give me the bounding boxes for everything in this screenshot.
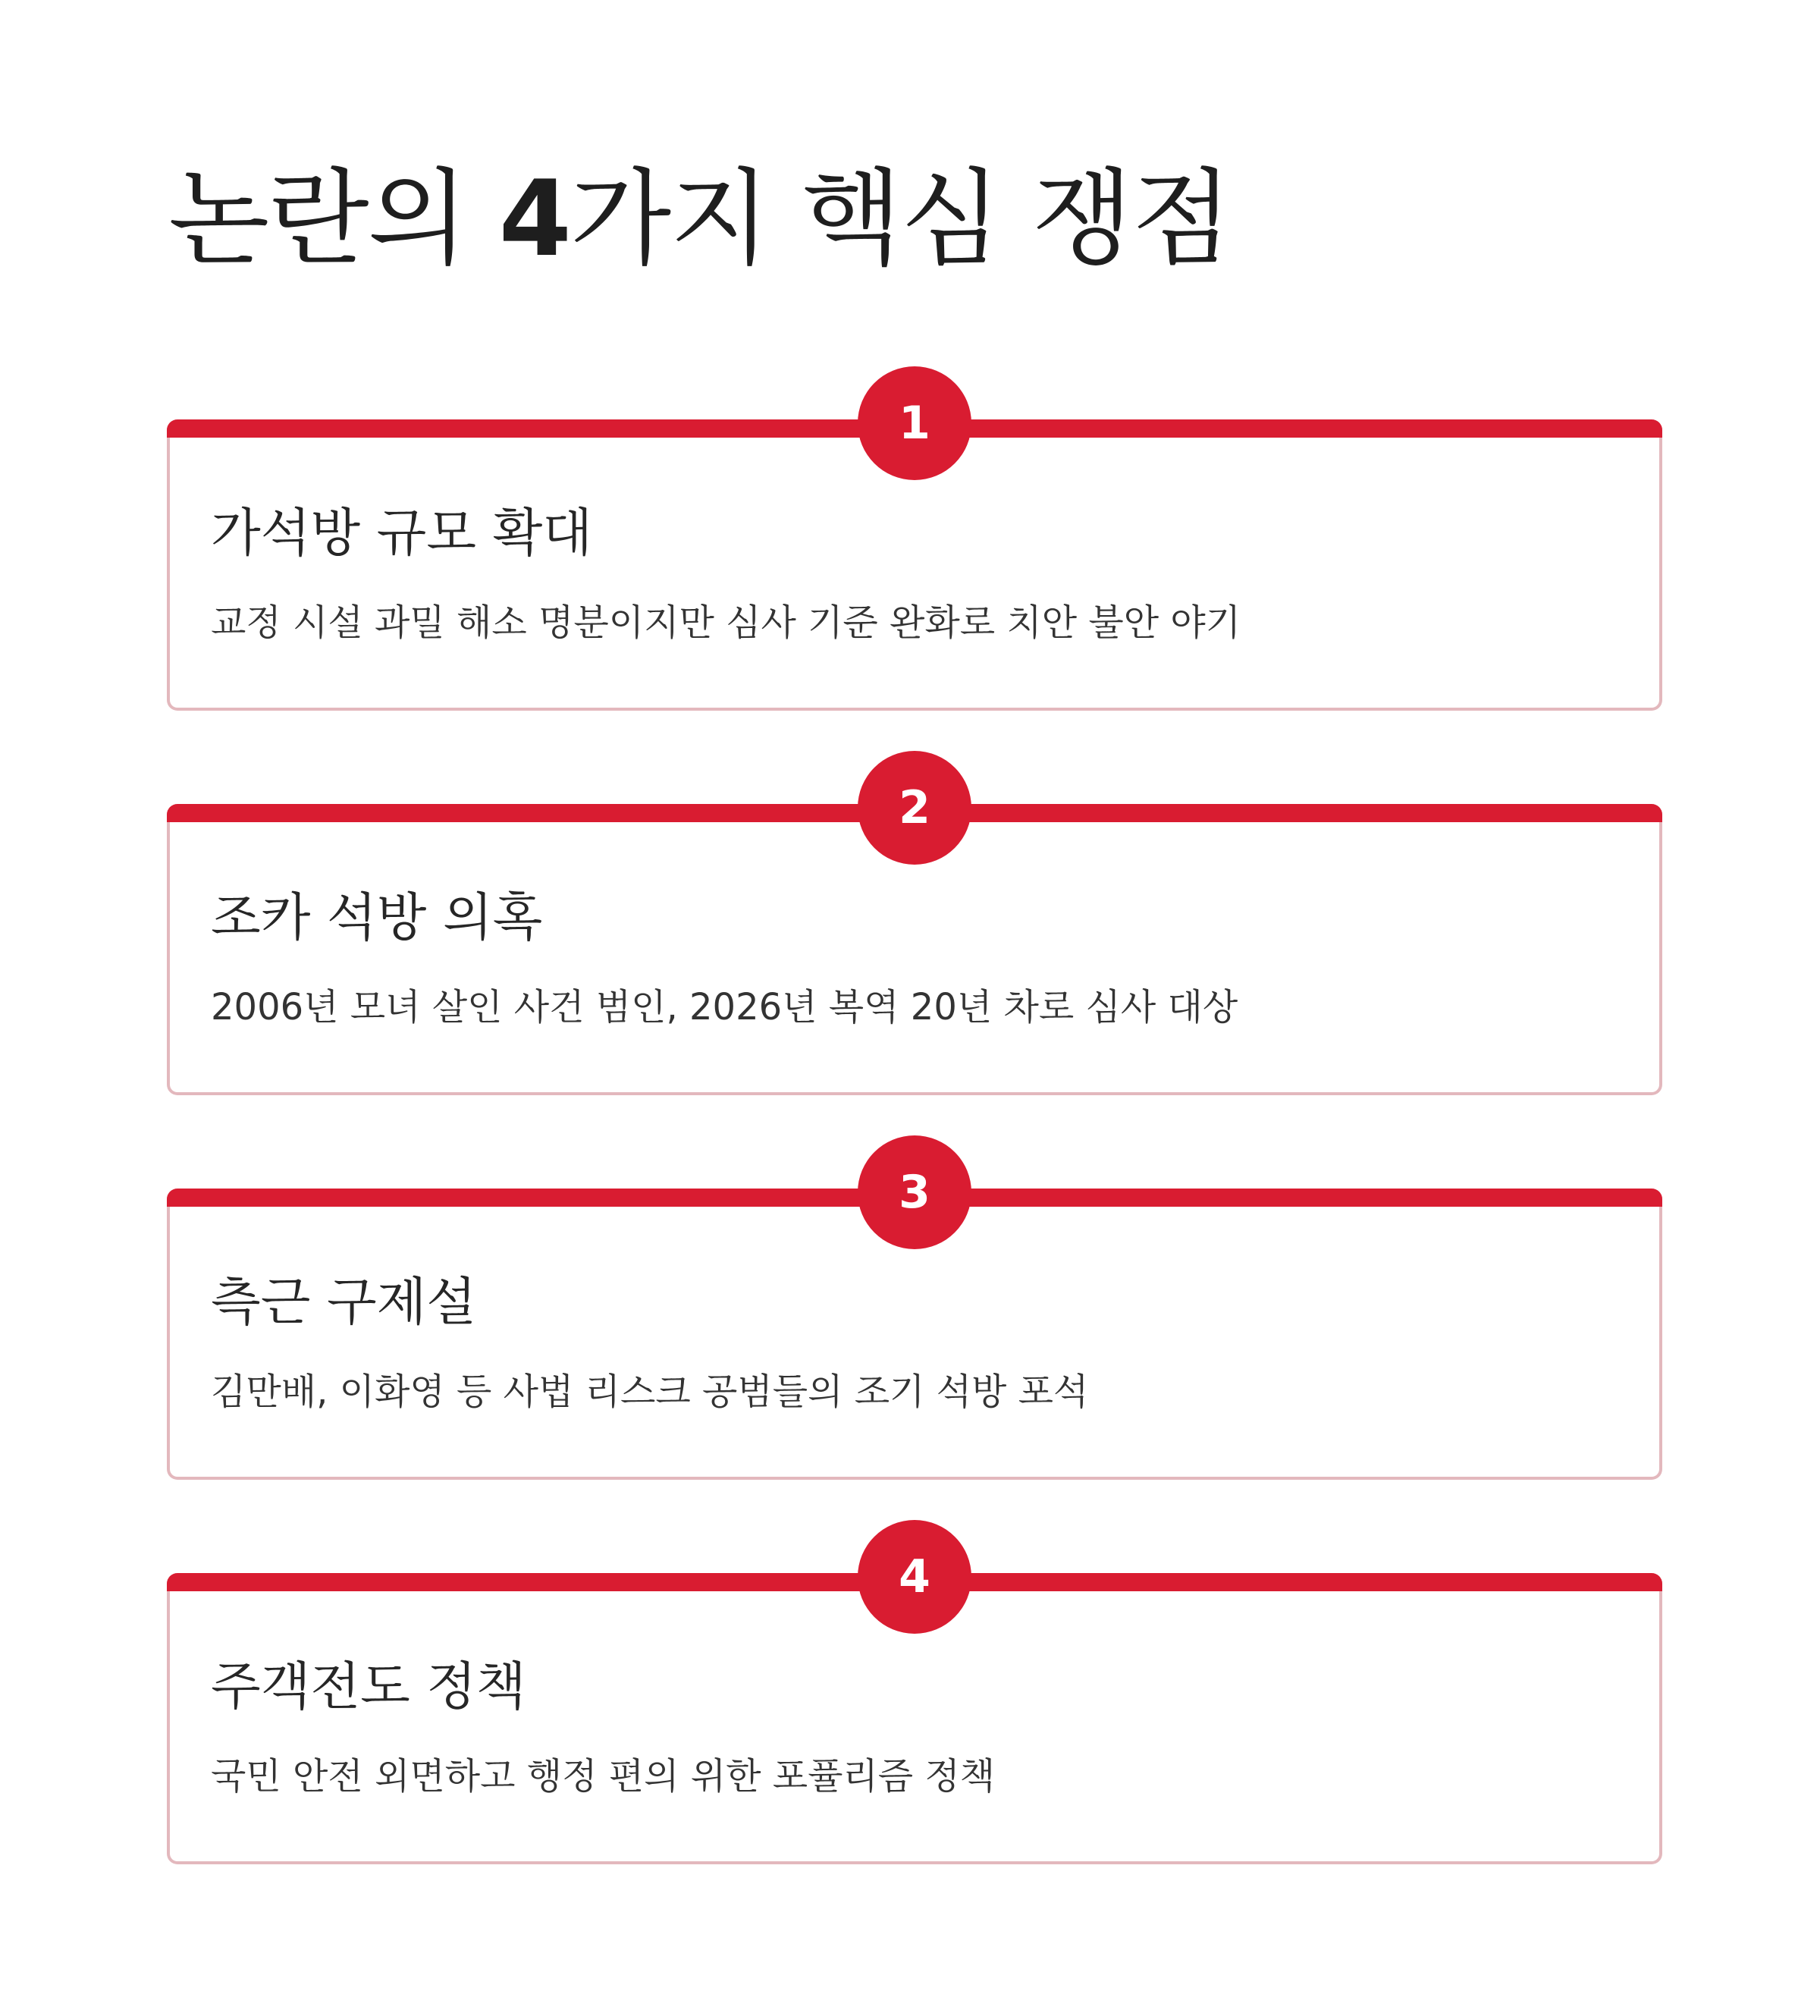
issue-number-badge: 2 (858, 751, 971, 865)
issue-card-1 (167, 397, 1662, 711)
page-title (168, 159, 1231, 280)
title-prefix: 논란의 (168, 158, 499, 280)
issue-description: 교정 시설 과밀 해소 명분이지만 심사 기준 완화로 치안 불안 야기 (211, 601, 1241, 644)
issue-card-3 (167, 1166, 1662, 1480)
issue-number-badge: 1 (858, 366, 971, 480)
issue-description: 국민 안전 외면하고 행정 편의 위한 포퓰리즘 정책 (211, 1755, 996, 1798)
issue-title: 가석방 규모 확대 (211, 504, 593, 564)
issue-card-2 (167, 781, 1662, 1095)
title-number: 4 (498, 158, 570, 280)
issue-title: 측근 구제설 (211, 1273, 477, 1333)
issue-number-badge: 3 (858, 1135, 971, 1249)
issue-title: 조카 석방 의혹 (211, 888, 543, 948)
issue-description: 김만배, 이화영 등 사법 리스크 공범들의 조기 석방 포석 (211, 1371, 1089, 1413)
issue-description: 2006년 모녀 살인 사건 범인, 2026년 복역 20년 차로 심사 대상 (211, 986, 1238, 1028)
issue-card-4 (167, 1550, 1662, 1864)
title-suffix: 가지 핵심 쟁점 (570, 158, 1232, 280)
issue-number-badge: 4 (858, 1520, 971, 1634)
issue-title: 주객전도 정책 (211, 1657, 526, 1717)
